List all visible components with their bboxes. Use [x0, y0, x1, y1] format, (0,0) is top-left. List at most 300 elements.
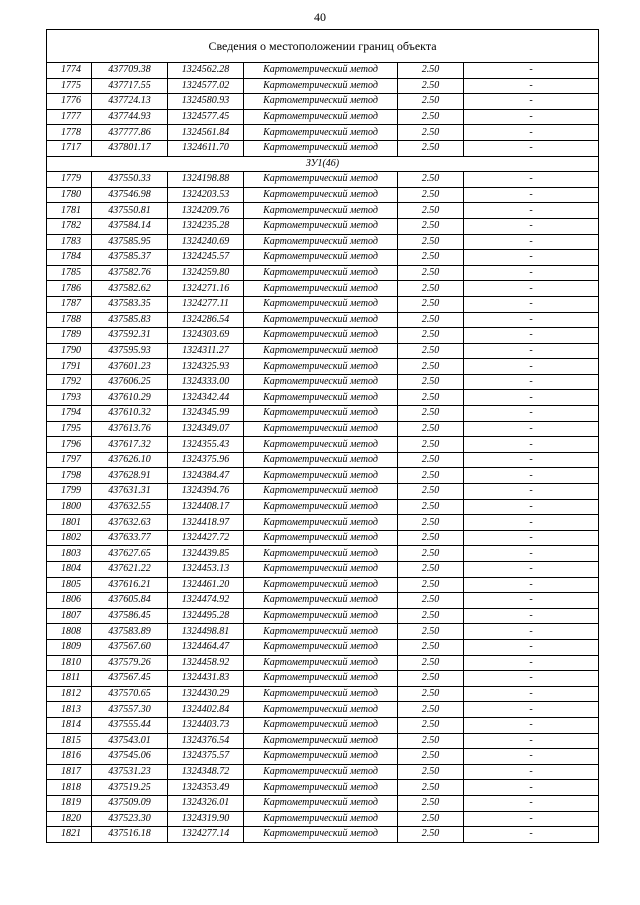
coord-y-cell: 1324403.73 [168, 717, 244, 733]
table-row [47, 265, 599, 281]
method-cell: Картометрический метод [244, 94, 398, 110]
point-number-cell: 1809 [47, 639, 92, 655]
coord-y-cell: 1324311.27 [168, 343, 244, 359]
description-cell: - [464, 671, 599, 687]
coord-x-cell: 437550.33 [92, 172, 168, 188]
point-number-cell: 1813 [47, 702, 92, 718]
method-cell: Картометрический метод [244, 515, 398, 531]
description-cell: - [464, 577, 599, 593]
method-cell: Картометрический метод [244, 281, 398, 297]
point-number-cell: 1815 [47, 733, 92, 749]
coord-y-cell: 1324577.02 [168, 78, 244, 94]
table-row [47, 234, 599, 250]
coord-y-cell: 1324431.83 [168, 671, 244, 687]
precision-cell: 2.50 [398, 811, 464, 827]
table-row [47, 749, 599, 765]
coord-y-cell: 1324277.11 [168, 296, 244, 312]
description-cell: - [464, 390, 599, 406]
point-number-cell: 1803 [47, 546, 92, 562]
precision-cell: 2.50 [398, 717, 464, 733]
precision-cell: 2.50 [398, 172, 464, 188]
coord-x-cell: 437546.98 [92, 187, 168, 203]
table-row [47, 499, 599, 515]
point-number-cell: 1812 [47, 686, 92, 702]
description-cell: - [464, 686, 599, 702]
coord-x-cell: 437631.31 [92, 484, 168, 500]
precision-cell: 2.50 [398, 780, 464, 796]
table-row [47, 530, 599, 546]
point-number-cell: 1808 [47, 624, 92, 640]
method-cell: Картометрический метод [244, 250, 398, 266]
method-cell: Картометрический метод [244, 328, 398, 344]
description-cell: - [464, 406, 599, 422]
point-number-cell: 1785 [47, 265, 92, 281]
point-number-cell: 1787 [47, 296, 92, 312]
table-row [47, 546, 599, 562]
coord-y-cell: 1324355.43 [168, 437, 244, 453]
description-cell: - [464, 343, 599, 359]
coord-y-cell: 1324384.47 [168, 468, 244, 484]
precision-cell: 2.50 [398, 624, 464, 640]
description-cell: - [464, 468, 599, 484]
precision-cell: 2.50 [398, 281, 464, 297]
table-row [47, 312, 599, 328]
coord-y-cell: 1324577.45 [168, 109, 244, 125]
point-number-cell: 1807 [47, 608, 92, 624]
method-cell: Картометрический метод [244, 530, 398, 546]
method-cell: Картометрический метод [244, 733, 398, 749]
coord-y-cell: 1324325.93 [168, 359, 244, 375]
coord-y-cell: 1324394.76 [168, 484, 244, 500]
description-cell: - [464, 655, 599, 671]
description-cell: - [464, 484, 599, 500]
description-cell: - [464, 452, 599, 468]
coord-x-cell: 437586.45 [92, 608, 168, 624]
coord-y-cell: 1324430.29 [168, 686, 244, 702]
table-row [47, 593, 599, 609]
method-cell: Картометрический метод [244, 702, 398, 718]
method-cell: Картометрический метод [244, 312, 398, 328]
description-cell: - [464, 702, 599, 718]
method-cell: Картометрический метод [244, 452, 398, 468]
method-cell: Картометрический метод [244, 374, 398, 390]
description-cell: - [464, 624, 599, 640]
coord-x-cell: 437626.10 [92, 452, 168, 468]
point-number-cell: 1794 [47, 406, 92, 422]
coord-y-cell: 1324418.97 [168, 515, 244, 531]
table-row [47, 702, 599, 718]
coord-y-cell: 1324203.53 [168, 187, 244, 203]
method-cell: Картометрический метод [244, 63, 398, 79]
point-number-cell: 1780 [47, 187, 92, 203]
coord-y-cell: 1324348.72 [168, 764, 244, 780]
coord-y-cell: 1324259.80 [168, 265, 244, 281]
precision-cell: 2.50 [398, 702, 464, 718]
table-title-row [47, 30, 599, 63]
table-row [47, 78, 599, 94]
coord-y-cell: 1324353.49 [168, 780, 244, 796]
description-cell: - [464, 764, 599, 780]
precision-cell: 2.50 [398, 764, 464, 780]
method-cell: Картометрический метод [244, 234, 398, 250]
table-row [47, 374, 599, 390]
coord-x-cell: 437509.09 [92, 795, 168, 811]
method-cell: Картометрический метод [244, 343, 398, 359]
table-row [47, 437, 599, 453]
point-number-cell: 1811 [47, 671, 92, 687]
coord-x-cell: 437610.32 [92, 406, 168, 422]
point-number-cell: 1798 [47, 468, 92, 484]
coord-x-cell: 437632.63 [92, 515, 168, 531]
coord-y-cell: 1324498.81 [168, 624, 244, 640]
coord-y-cell: 1324408.17 [168, 499, 244, 515]
coord-y-cell: 1324562.28 [168, 63, 244, 79]
point-number-cell: 1818 [47, 780, 92, 796]
method-cell: Картометрический метод [244, 359, 398, 375]
method-cell: Картометрический метод [244, 406, 398, 422]
precision-cell: 2.50 [398, 265, 464, 281]
precision-cell: 2.50 [398, 749, 464, 765]
method-cell: Картометрический метод [244, 593, 398, 609]
method-cell: Картометрический метод [244, 218, 398, 234]
precision-cell: 2.50 [398, 515, 464, 531]
coord-y-cell: 1324319.90 [168, 811, 244, 827]
coord-x-cell: 437582.76 [92, 265, 168, 281]
point-number-cell: 1775 [47, 78, 92, 94]
coord-x-cell: 437531.23 [92, 764, 168, 780]
coord-x-cell: 437610.29 [92, 390, 168, 406]
coord-y-cell: 1324286.54 [168, 312, 244, 328]
coord-y-cell: 1324333.00 [168, 374, 244, 390]
coord-x-cell: 437583.89 [92, 624, 168, 640]
table-row [47, 359, 599, 375]
description-cell: - [464, 94, 599, 110]
description-cell: - [464, 530, 599, 546]
coord-x-cell: 437717.55 [92, 78, 168, 94]
point-number-cell: 1783 [47, 234, 92, 250]
method-cell: Картометрический метод [244, 484, 398, 500]
coord-x-cell: 437592.31 [92, 328, 168, 344]
precision-cell: 2.50 [398, 109, 464, 125]
coord-y-cell: 1324474.92 [168, 593, 244, 609]
table-row [47, 764, 599, 780]
precision-cell: 2.50 [398, 468, 464, 484]
description-cell: - [464, 733, 599, 749]
method-cell: Картометрический метод [244, 390, 398, 406]
method-cell: Картометрический метод [244, 749, 398, 765]
point-number-cell: 1797 [47, 452, 92, 468]
coord-y-cell: 1324326.01 [168, 795, 244, 811]
coord-x-cell: 437627.65 [92, 546, 168, 562]
method-cell: Картометрический метод [244, 795, 398, 811]
method-cell: Картометрический метод [244, 109, 398, 125]
point-number-cell: 1779 [47, 172, 92, 188]
point-number-cell: 1789 [47, 328, 92, 344]
table-row [47, 671, 599, 687]
table-row [47, 296, 599, 312]
boundary-points-table [46, 29, 599, 843]
precision-cell: 2.50 [398, 328, 464, 344]
coord-y-cell: 1324349.07 [168, 421, 244, 437]
precision-cell: 2.50 [398, 312, 464, 328]
table-row [47, 140, 599, 156]
point-number-cell: 1806 [47, 593, 92, 609]
description-cell: - [464, 499, 599, 515]
coord-x-cell: 437613.76 [92, 421, 168, 437]
coord-x-cell: 437567.45 [92, 671, 168, 687]
table-row [47, 125, 599, 141]
precision-cell: 2.50 [398, 187, 464, 203]
coord-y-cell: 1324453.13 [168, 562, 244, 578]
method-cell: Картометрический метод [244, 187, 398, 203]
description-cell: - [464, 359, 599, 375]
coord-x-cell: 437606.25 [92, 374, 168, 390]
precision-cell: 2.50 [398, 593, 464, 609]
table-row [47, 187, 599, 203]
coord-x-cell: 437516.18 [92, 827, 168, 843]
table-row [47, 827, 599, 843]
method-cell: Картометрический метод [244, 203, 398, 219]
table-row [47, 717, 599, 733]
coord-y-cell: 1324240.69 [168, 234, 244, 250]
coord-x-cell: 437601.23 [92, 359, 168, 375]
table-row [47, 795, 599, 811]
table-row [47, 203, 599, 219]
point-number-cell: 1796 [47, 437, 92, 453]
table-row [47, 484, 599, 500]
description-cell: - [464, 312, 599, 328]
description-cell: - [464, 187, 599, 203]
coord-y-cell: 1324303.69 [168, 328, 244, 344]
precision-cell: 2.50 [398, 437, 464, 453]
description-cell: - [464, 749, 599, 765]
table-row [47, 577, 599, 593]
table-row [47, 515, 599, 531]
coord-x-cell: 437550.81 [92, 203, 168, 219]
description-cell: - [464, 593, 599, 609]
point-number-cell: 1804 [47, 562, 92, 578]
point-number-cell: 1784 [47, 250, 92, 266]
method-cell: Картометрический метод [244, 125, 398, 141]
description-cell: - [464, 608, 599, 624]
coord-x-cell: 437709.38 [92, 63, 168, 79]
coord-x-cell: 437628.91 [92, 468, 168, 484]
table-row [47, 780, 599, 796]
method-cell: Картометрический метод [244, 140, 398, 156]
table-row [47, 811, 599, 827]
method-cell: Картометрический метод [244, 608, 398, 624]
method-cell: Картометрический метод [244, 655, 398, 671]
description-cell: - [464, 109, 599, 125]
coord-y-cell: 1324611.70 [168, 140, 244, 156]
description-cell: - [464, 811, 599, 827]
method-cell: Картометрический метод [244, 780, 398, 796]
table-row [47, 421, 599, 437]
method-cell: Картометрический метод [244, 468, 398, 484]
precision-cell: 2.50 [398, 203, 464, 219]
point-number-cell: 1790 [47, 343, 92, 359]
point-number-cell: 1777 [47, 109, 92, 125]
method-cell: Картометрический метод [244, 265, 398, 281]
table-row [47, 655, 599, 671]
coord-x-cell: 437724.13 [92, 94, 168, 110]
table-row [47, 172, 599, 188]
precision-cell: 2.50 [398, 577, 464, 593]
table-row [47, 281, 599, 297]
precision-cell: 2.50 [398, 421, 464, 437]
precision-cell: 2.50 [398, 390, 464, 406]
description-cell: - [464, 639, 599, 655]
description-cell: - [464, 562, 599, 578]
method-cell: Картометрический метод [244, 577, 398, 593]
description-cell: - [464, 795, 599, 811]
coord-x-cell: 437585.83 [92, 312, 168, 328]
precision-cell: 2.50 [398, 499, 464, 515]
point-number-cell: 1799 [47, 484, 92, 500]
coord-y-cell: 1324375.57 [168, 749, 244, 765]
point-number-cell: 1793 [47, 390, 92, 406]
description-cell: - [464, 421, 599, 437]
precision-cell: 2.50 [398, 827, 464, 843]
description-cell: - [464, 250, 599, 266]
table-row [47, 624, 599, 640]
description-cell: - [464, 203, 599, 219]
precision-cell: 2.50 [398, 484, 464, 500]
coord-y-cell: 1324458.92 [168, 655, 244, 671]
method-cell: Картометрический метод [244, 764, 398, 780]
point-number-cell: 1782 [47, 218, 92, 234]
coord-x-cell: 437595.93 [92, 343, 168, 359]
method-cell: Картометрический метод [244, 624, 398, 640]
coord-x-cell: 437617.32 [92, 437, 168, 453]
precision-cell: 2.50 [398, 671, 464, 687]
description-cell: - [464, 63, 599, 79]
point-number-cell: 1800 [47, 499, 92, 515]
coord-y-cell: 1324580.93 [168, 94, 244, 110]
description-cell: - [464, 780, 599, 796]
coord-x-cell: 437584.14 [92, 218, 168, 234]
coord-x-cell: 437579.26 [92, 655, 168, 671]
coord-x-cell: 437605.84 [92, 593, 168, 609]
point-number-cell: 1778 [47, 125, 92, 141]
precision-cell: 2.50 [398, 608, 464, 624]
coord-y-cell: 1324376.54 [168, 733, 244, 749]
point-number-cell: 1795 [47, 421, 92, 437]
method-cell: Картометрический метод [244, 172, 398, 188]
point-number-cell: 1774 [47, 63, 92, 79]
description-cell: - [464, 218, 599, 234]
coord-y-cell: 1324427.72 [168, 530, 244, 546]
coord-x-cell: 437777.86 [92, 125, 168, 141]
table-row [47, 390, 599, 406]
precision-cell: 2.50 [398, 795, 464, 811]
table-row [47, 468, 599, 484]
coord-x-cell: 437744.93 [92, 109, 168, 125]
coord-y-cell: 1324271.16 [168, 281, 244, 297]
coord-x-cell: 437585.95 [92, 234, 168, 250]
coord-x-cell: 437557.30 [92, 702, 168, 718]
coord-y-cell: 1324277.14 [168, 827, 244, 843]
description-cell: - [464, 374, 599, 390]
coord-y-cell: 1324245.57 [168, 250, 244, 266]
coord-y-cell: 1324561.84 [168, 125, 244, 141]
table-row [47, 109, 599, 125]
description-cell: - [464, 234, 599, 250]
precision-cell: 2.50 [398, 733, 464, 749]
coord-x-cell: 437632.55 [92, 499, 168, 515]
point-number-cell: 1820 [47, 811, 92, 827]
description-cell: - [464, 281, 599, 297]
method-cell: Картометрический метод [244, 499, 398, 515]
coord-x-cell: 437570.65 [92, 686, 168, 702]
table-row [47, 562, 599, 578]
table-row [47, 639, 599, 655]
description-cell: - [464, 140, 599, 156]
coord-x-cell: 437519.25 [92, 780, 168, 796]
precision-cell: 2.50 [398, 546, 464, 562]
precision-cell: 2.50 [398, 562, 464, 578]
precision-cell: 2.50 [398, 686, 464, 702]
coord-x-cell: 437567.60 [92, 639, 168, 655]
table-row [47, 218, 599, 234]
coord-x-cell: 437555.44 [92, 717, 168, 733]
precision-cell: 2.50 [398, 140, 464, 156]
point-number-cell: 1776 [47, 94, 92, 110]
point-number-cell: 1802 [47, 530, 92, 546]
description-cell: - [464, 827, 599, 843]
point-number-cell: 1817 [47, 764, 92, 780]
description-cell: - [464, 717, 599, 733]
coord-y-cell: 1324375.96 [168, 452, 244, 468]
point-number-cell: 1717 [47, 140, 92, 156]
point-number-cell: 1792 [47, 374, 92, 390]
precision-cell: 2.50 [398, 218, 464, 234]
point-number-cell: 1810 [47, 655, 92, 671]
method-cell: Картометрический метод [244, 717, 398, 733]
precision-cell: 2.50 [398, 296, 464, 312]
precision-cell: 2.50 [398, 94, 464, 110]
method-cell: Картометрический метод [244, 827, 398, 843]
method-cell: Картометрический метод [244, 562, 398, 578]
coord-y-cell: 1324464.47 [168, 639, 244, 655]
coord-y-cell: 1324235.28 [168, 218, 244, 234]
coord-y-cell: 1324402.84 [168, 702, 244, 718]
point-number-cell: 1788 [47, 312, 92, 328]
table-row [47, 94, 599, 110]
table-row [47, 63, 599, 79]
table-row [47, 250, 599, 266]
precision-cell: 2.50 [398, 655, 464, 671]
coord-x-cell: 437633.77 [92, 530, 168, 546]
precision-cell: 2.50 [398, 406, 464, 422]
table-row [47, 328, 599, 344]
description-cell: - [464, 265, 599, 281]
precision-cell: 2.50 [398, 530, 464, 546]
page-number: 40 [314, 10, 326, 24]
coord-x-cell: 437545.06 [92, 749, 168, 765]
method-cell: Картометрический метод [244, 421, 398, 437]
table-row [47, 406, 599, 422]
description-cell: - [464, 515, 599, 531]
group-label: ЗУ1(46) [47, 156, 599, 172]
description-cell: - [464, 437, 599, 453]
precision-cell: 2.50 [398, 250, 464, 266]
coord-y-cell: 1324495.28 [168, 608, 244, 624]
coord-y-cell: 1324198.88 [168, 172, 244, 188]
precision-cell: 2.50 [398, 343, 464, 359]
method-cell: Картометрический метод [244, 546, 398, 562]
point-number-cell: 1801 [47, 515, 92, 531]
